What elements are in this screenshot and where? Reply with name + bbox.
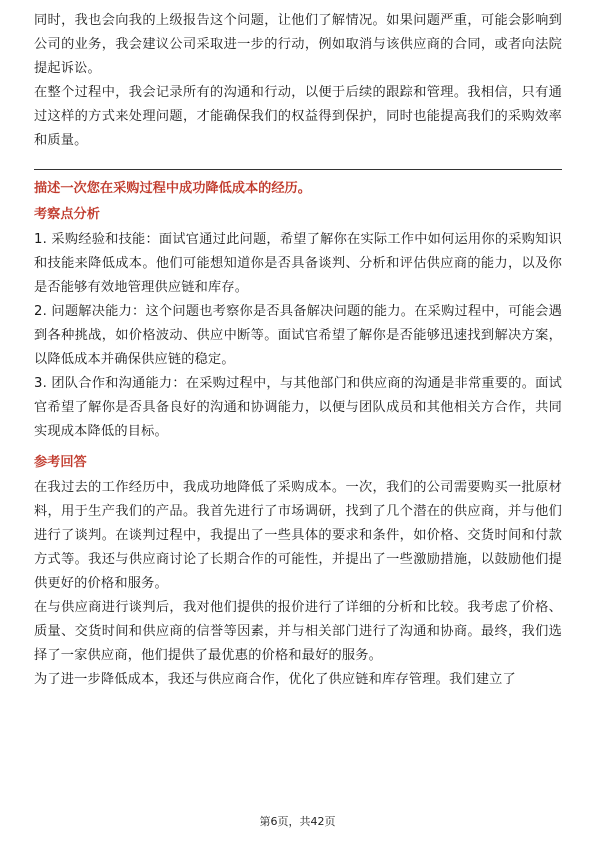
- question-heading: 描述一次您在采购过程中成功降低成本的经历。: [34, 181, 311, 196]
- answer-paragraph-1: 在我过去的工作经历中，我成功地降低了采购成本。一次，我们的公司需要购买一批原材料，用于生产我们的产品。我首先进行了市场调研，找到了几个潜在的供应商，并与他们进行了谈判。在谈判过程中，我提出了一些具体的要求和条件，如价格、交货时间和付款方式等。我还与供应商讨论了长期合作的可能性，并提出了一些激励措施，以鼓励他们提供更好的价格和服务。: [34, 480, 562, 591]
- page-number-footer: 第6页，共42页: [259, 815, 336, 828]
- analysis-point-1: 1. 采购经验和技能：面试官通过此问题，希望了解你在实际工作中如何运用你的采购知识和技能来降低成本。他们可能想知道你是否具备谈判、分析和评估供应商的能力，以及你是否能够有效地管理供应链和库存。: [34, 232, 562, 295]
- answer-paragraph-3: 为了进一步降低成本，我还与供应商合作，优化了供应链和库存管理。我们建立了: [34, 672, 516, 687]
- analysis-point-2: 2. 问题解决能力：这个问题也考察你是否具备解决问题的能力。在采购过程中，可能会遇到各种挑战，如价格波动、供应中断等。面试官希望了解你是否能够迅速找到解决方案，以降低成本并确保供应链的稳定。: [34, 304, 562, 367]
- intro-paragraph-1: 同时，我也会向我的上级报告这个问题，让他们了解情况。如果问题严重，可能会影响到公司的业务，我会建议公司采取进一步的行动，例如取消与该供应商的合同，或者向法院提起诉讼。: [34, 13, 562, 76]
- analysis-point-3: 3. 团队合作和沟通能力：在采购过程中，与其他部门和供应商的沟通是非常重要的。面试官希望了解你是否具备良好的沟通和协调能力，以便与团队成员和其他相关方合作，共同实现成本降低的目标。: [34, 376, 562, 439]
- answer-paragraph-2: 在与供应商进行谈判后，我对他们提供的报价进行了详细的分析和比较。我考虑了价格、质量、交货时间和供应商的信誉等因素，并与相关部门进行了沟通和协商。最终，我们选择了一家供应商，他们提供了最优惠的价格和最好的服务。: [34, 600, 562, 663]
- answer-title: 参考回答: [34, 455, 87, 470]
- intro-paragraph-2: 在整个过程中，我会记录所有的沟通和行动，以便于后续的跟踪和管理。我相信，只有通过这样的方式来处理问题，才能确保我们的权益得到保护，同时也能提高我们的采购效率和质量。: [34, 85, 562, 148]
- page-content: [34, 9, 562, 692]
- analysis-title: 考察点分析: [34, 207, 100, 222]
- section-divider: [34, 169, 562, 170]
